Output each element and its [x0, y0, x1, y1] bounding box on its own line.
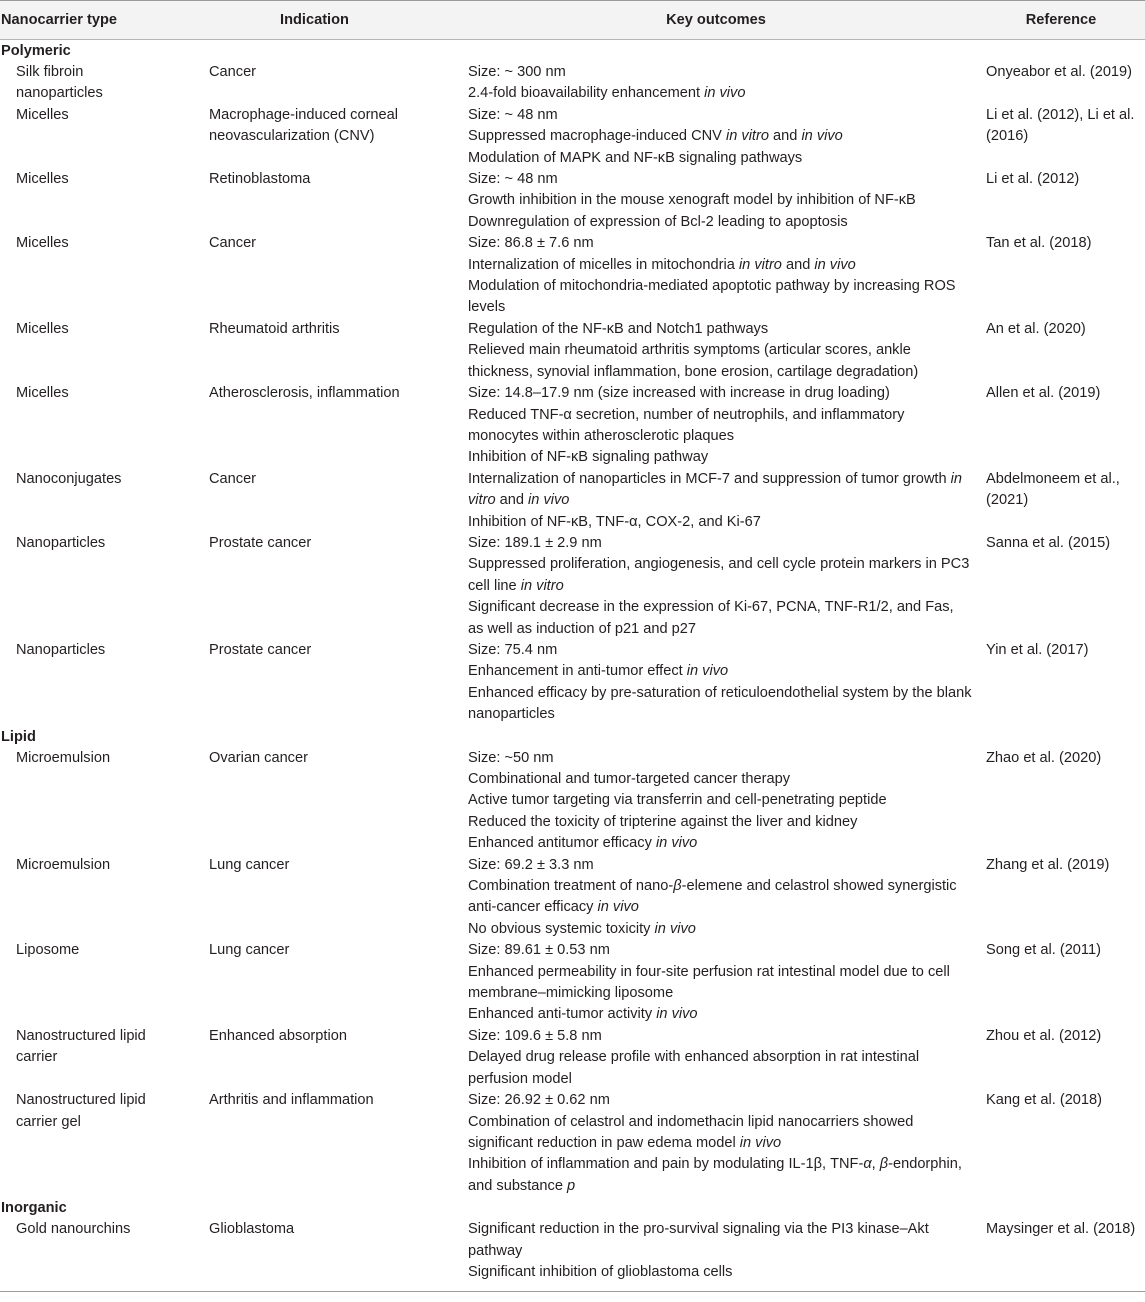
- group-label: Inorganic: [1, 1200, 67, 1217]
- reference-cell: Song et al. (2011): [986, 942, 1101, 959]
- indication-cell: Ovarian cancer: [209, 749, 308, 766]
- table-row: [0, 1090, 1145, 1197]
- nanocarrier-type-cell: Silk fibroin nanoparticles: [16, 64, 103, 102]
- indication-cell: Cancer: [209, 470, 257, 487]
- group-row: [0, 726, 1145, 748]
- reference-cell: Maysinger et al. (2018): [977, 1219, 1145, 1292]
- reference-cell: Li et al. (2012), Li et al. (2016): [986, 106, 1135, 145]
- key-outcomes-cell: [455, 62, 977, 105]
- indication-cell: Macrophage-induced corneal neovascularization (CNV): [209, 106, 399, 145]
- outcome-line: Relieved main rheumatoid arthritis symptoms (articular scores, ankle thickness, synovial inflammation, bone erosion, cartilage degradation): [468, 342, 919, 380]
- outcome-line: Size: 69.2 ± 3.3 nm: [468, 856, 594, 873]
- key-outcomes-cell: [455, 1219, 977, 1292]
- outcome-line: Suppressed macrophage-induced CNV in vitro and in vivo: [468, 128, 843, 145]
- nanocarrier-type-cell: Microemulsion: [16, 749, 111, 766]
- outcome-line: Inhibition of inflammation and pain by modulating IL-1β, TNF-α, β-endorphin, and substance p: [468, 1156, 962, 1194]
- table-body: [0, 40, 1145, 1292]
- outcome-line: Inhibition of NF-κB, TNF-α, COX-2, and Ki-67: [468, 513, 761, 530]
- outcome-line: Size: 89.61 ± 0.53 nm: [468, 942, 610, 959]
- outcome-line: No obvious systemic toxicity in vivo: [468, 920, 696, 937]
- outcome-line: Enhanced permeability in four-site perfusion rat intestinal model due to cell membrane–mimicking liposome: [468, 963, 950, 1002]
- key-outcomes-cell: [455, 383, 977, 469]
- nanocarrier-type-cell: Microemulsion: [16, 856, 111, 873]
- header-key-outcomes: Key outcomes: [455, 1, 977, 40]
- key-outcomes-cell: [455, 940, 977, 1026]
- header-indication: Indication: [174, 1, 455, 40]
- outcome-line: Size: ~50 nm: [468, 749, 554, 766]
- outcome-line: Size: ~ 48 nm: [468, 171, 558, 188]
- reference-cell: Allen et al. (2019): [986, 385, 1101, 402]
- outcome-line: Size: 75.4 nm: [468, 641, 558, 658]
- outcome-line: Significant reduction in the pro-survival signaling via the PI3 kinase–Akt pathway: [468, 1221, 929, 1259]
- table-header: [0, 1, 1145, 40]
- nanocarrier-type-cell: Nanostructured lipid carrier: [16, 1027, 146, 1066]
- key-outcomes-cell: [455, 319, 977, 383]
- outcome-line: Growth inhibition in the mouse xenograft model by inhibition of NF-κB: [468, 192, 916, 209]
- indication-cell: Lung cancer: [209, 942, 290, 959]
- group-row: [0, 1197, 1145, 1219]
- table-row: [0, 855, 1145, 941]
- indication-cell: Cancer: [209, 64, 257, 80]
- table-row: [0, 1026, 1145, 1090]
- outcome-line: Significant decrease in the expression of Ki-67, PCNA, TNF-R1/2, and Fas, as well as induction of p21 and p27: [468, 599, 954, 637]
- header-row: [0, 1, 1145, 40]
- table-row: [0, 105, 1145, 169]
- table-row: [0, 469, 1145, 533]
- header-reference: Reference: [977, 1, 1145, 40]
- outcome-line: Combination of celastrol and indomethacin lipid nanocarriers showed significant reduction in paw edema model in vivo: [468, 1113, 914, 1151]
- outcome-line: 2.4-fold bioavailability enhancement in vivo: [468, 85, 746, 102]
- reference-cell: Abdelmoneem et al., (2021): [986, 470, 1120, 509]
- key-outcomes-cell: [455, 233, 977, 319]
- outcome-line: Combination treatment of nano-β-elemene and celastrol showed synergistic anti-cancer efficacy in vivo: [468, 878, 957, 916]
- outcome-line: Inhibition of NF-κB signaling pathway: [468, 449, 709, 466]
- outcome-line: Enhanced efficacy by pre-saturation of reticuloendothelial system by the blank nanoparticles: [468, 684, 972, 723]
- nanocarrier-type-cell: Nanoparticles: [16, 641, 106, 658]
- outcome-line: Size: 109.6 ± 5.8 nm: [468, 1027, 602, 1044]
- nanocarrier-type-cell: Gold nanourchins: [0, 1219, 174, 1292]
- outcome-line: Reduced TNF-α secretion, number of neutrophils, and inflammatory monocytes within atherosclerotic plaques: [468, 406, 905, 444]
- nanocarrier-type-cell: Micelles: [16, 320, 69, 337]
- outcome-line: Size: ~ 48 nm: [468, 106, 558, 123]
- indication-cell: Enhanced absorption: [209, 1027, 347, 1044]
- indication-cell: Rheumatoid arthritis: [209, 320, 340, 337]
- reference-cell: An et al. (2020): [986, 320, 1086, 337]
- key-outcomes-cell: [455, 533, 977, 640]
- table-row: [0, 169, 1145, 233]
- outcome-line: Delayed drug release profile with enhanced absorption in rat intestinal perfusion model: [468, 1049, 920, 1087]
- outcome-line: Downregulation of expression of Bcl-2 leading to apoptosis: [468, 213, 848, 230]
- group-row: [0, 40, 1145, 63]
- indication-cell: Cancer: [209, 235, 257, 252]
- reference-cell: Kang et al. (2018): [986, 1092, 1103, 1109]
- reference-cell: Zhou et al. (2012): [986, 1027, 1102, 1044]
- reference-cell: Yin et al. (2017): [986, 641, 1089, 658]
- outcome-line: Combinational and tumor-targeted cancer therapy: [468, 771, 791, 787]
- nanocarrier-type-cell: Nanoconjugates: [16, 470, 122, 487]
- nanocarrier-type-cell: Micelles: [16, 106, 69, 123]
- outcome-line: Enhancement in anti-tumor effect in vivo: [468, 663, 729, 680]
- reference-cell: Sanna et al. (2015): [986, 534, 1111, 551]
- table-row: [0, 748, 1145, 855]
- outcome-line: Active tumor targeting via transferrin and cell-penetrating peptide: [468, 792, 887, 809]
- nanocarrier-type-cell: Nanostructured lipid carrier gel: [16, 1092, 146, 1130]
- reference-cell: Onyeabor et al. (2019): [986, 64, 1133, 80]
- outcome-line: Enhanced antitumor efficacy in vivo: [468, 835, 698, 852]
- key-outcomes-cell: [455, 105, 977, 169]
- outcome-line: Size: 189.1 ± 2.9 nm: [468, 534, 602, 551]
- table-row: [0, 383, 1145, 469]
- key-outcomes-cell: [455, 469, 977, 533]
- key-outcomes-cell: [455, 748, 977, 855]
- table-row: [0, 233, 1145, 319]
- table-row: [0, 319, 1145, 383]
- reference-cell: Tan et al. (2018): [986, 235, 1092, 252]
- nanocarrier-type-cell: Micelles: [16, 235, 69, 252]
- indication-cell: Arthritis and inflammation: [209, 1092, 374, 1109]
- indication-cell: Glioblastoma: [174, 1219, 455, 1292]
- key-outcomes-cell: [455, 855, 977, 941]
- outcome-line: Enhanced anti-tumor activity in vivo: [468, 1006, 698, 1023]
- outcome-line: Internalization of micelles in mitochondria in vitro and in vivo: [468, 256, 856, 273]
- reference-cell: Zhao et al. (2020): [986, 749, 1102, 766]
- group-label: Lipid: [1, 728, 36, 745]
- indication-cell: Retinoblastoma: [209, 171, 311, 188]
- outcome-line: Regulation of the NF-κB and Notch1 pathways: [468, 320, 769, 337]
- nanocarrier-type-cell: Liposome: [16, 942, 80, 959]
- nanocarrier-type-cell: Micelles: [16, 385, 69, 402]
- key-outcomes-cell: [455, 640, 977, 726]
- outcome-line: Suppressed proliferation, angiogenesis, and cell cycle protein markers in PC3 cell line in vitro: [468, 556, 970, 594]
- reference-cell: Zhang et al. (2019): [986, 856, 1110, 873]
- indication-cell: Prostate cancer: [209, 534, 312, 551]
- table-row: [0, 1219, 1145, 1292]
- key-outcomes-cell: [455, 1090, 977, 1197]
- table-row: [0, 62, 1145, 105]
- header-nanocarrier-type: Nanocarrier type: [0, 1, 174, 40]
- indication-cell: Atherosclerosis, inflammation: [209, 385, 400, 402]
- reference-cell: Li et al. (2012): [986, 171, 1080, 188]
- outcome-line: Size: 26.92 ± 0.62 nm: [468, 1092, 610, 1109]
- table-row: [0, 533, 1145, 640]
- key-outcomes-cell: [455, 169, 977, 233]
- nanocarrier-type-cell: Micelles: [16, 171, 69, 188]
- outcome-line: Modulation of MAPK and NF-κB signaling pathways: [468, 149, 803, 166]
- outcome-line: Size: 86.8 ± 7.6 nm: [468, 235, 594, 252]
- outcome-line: Reduced the toxicity of tripterine against the liver and kidney: [468, 813, 858, 830]
- outcome-line: Internalization of nanoparticles in MCF-7 and suppression of tumor growth in vitro and in vivo: [468, 470, 963, 509]
- indication-cell: Lung cancer: [209, 856, 290, 873]
- group-label: Polymeric: [1, 43, 71, 59]
- key-outcomes-cell: [455, 1026, 977, 1090]
- outcome-line: Significant inhibition of glioblastoma cells: [468, 1263, 733, 1280]
- outcome-line: Modulation of mitochondria-mediated apoptotic pathway by increasing ROS levels: [468, 278, 956, 316]
- outcome-line: Size: ~ 300 nm: [468, 64, 566, 80]
- nanocarrier-type-cell: Nanoparticles: [16, 534, 106, 551]
- indication-cell: Prostate cancer: [209, 641, 312, 658]
- table-row: [0, 640, 1145, 726]
- table-row: [0, 940, 1145, 1026]
- outcome-line: Size: 14.8–17.9 nm (size increased with increase in drug loading): [468, 385, 890, 402]
